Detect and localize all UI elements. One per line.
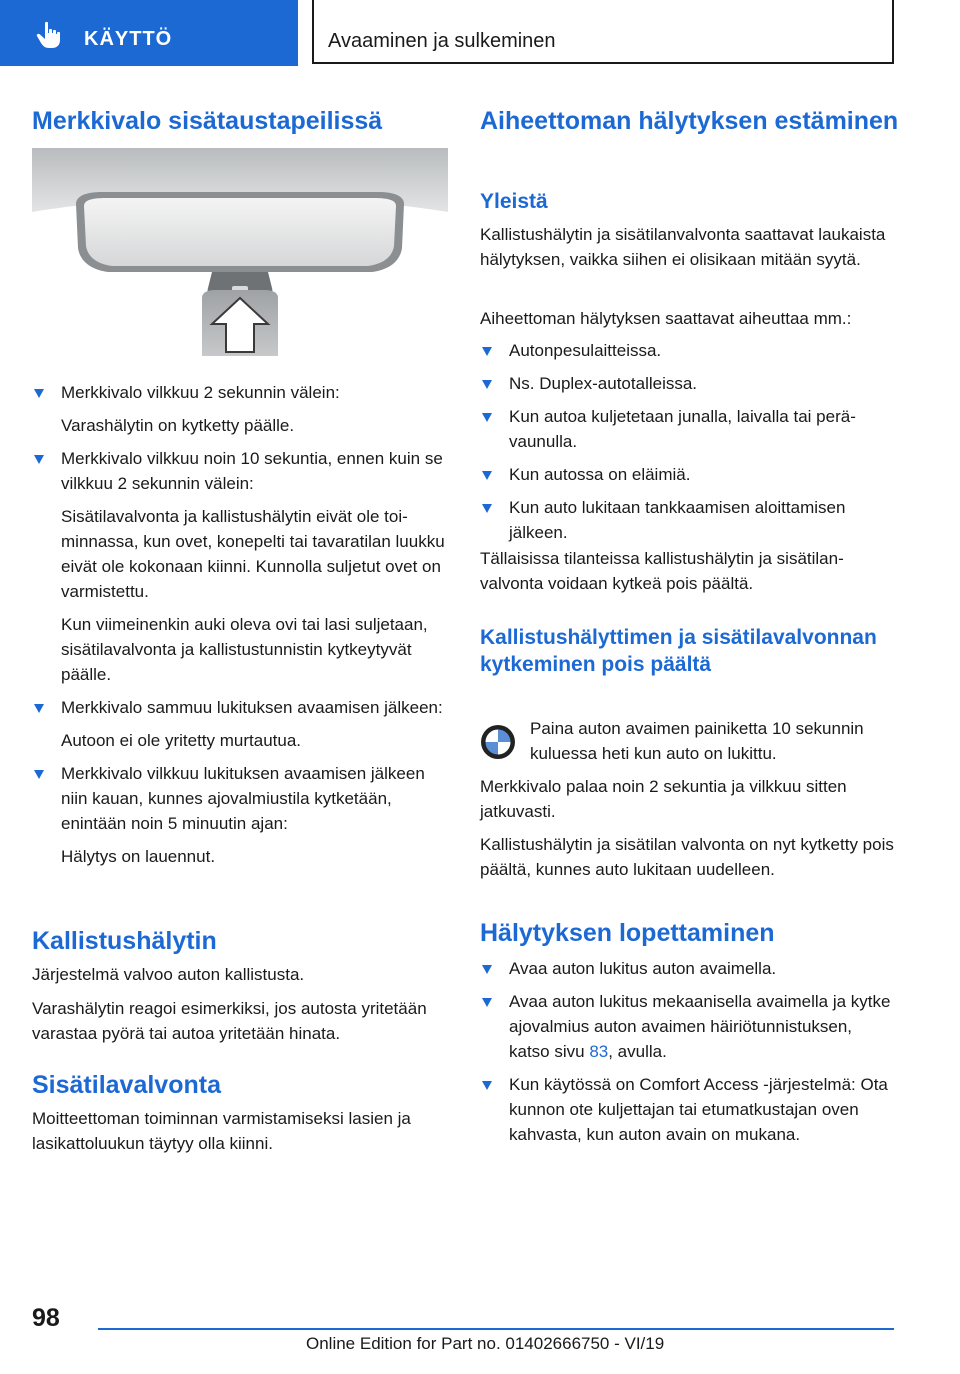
list-item-text: Kun autossa on eläimiä. [509,465,691,484]
heading-mirror-indicator: Merkkivalo sisätaustapeilissä [32,107,383,135]
bullet-triangle-icon [482,413,492,422]
list-item-text: Merkkivalo vilkkuu noin 10 sekuntia, ennen kuin se vilkkuu 2 sekunnin välein: [61,449,443,493]
subheading-disable-alarms: Kallistushälyttimen ja sisätilavalvonnan kytkeminen pois päältä [480,626,877,676]
bullet-triangle-icon [482,380,492,389]
list-item [480,956,894,981]
mirror-indicator-list [32,380,448,869]
heading-false-alarm: Aiheettoman hälytyksen estäminen [480,107,899,135]
section-title: Avaaminen ja sulkeminen [328,30,556,52]
list-item [480,1072,894,1147]
subheading-general: Yleistä [480,190,548,213]
chapter-tab-label: KÄYTTÖ [84,28,173,50]
list-item-detail: Sisätilavalvonta ja kallistushälytin eivät ole toiminnassa, kun ovet, konepelti tai tavaratilan luukku eivät ole kokonaan kiinni. Kunnolla suljetut ovet on varmistettu. [61,507,445,601]
interior-paragraph-1: Moitteettoman toiminnan varmistamiseksi lasien ja lasikattoluukun täytyy olla kiinni. [32,1109,411,1153]
bullet-triangle-icon [482,998,492,1007]
bullet-triangle-icon [482,504,492,513]
bullet-triangle-icon [482,471,492,480]
list-item-text: Merkkivalo vilkkuu 2 sekunnin välein: [61,383,340,402]
list-item [480,404,894,454]
list-item-detail: Autoon ei ole yritetty murtautua. [61,731,302,750]
heading-stop-alarm: Hälytyksen lopettaminen [480,919,775,947]
list-item-text: Merkkivalo vilkkuu lukituksen avaamisen jälkeen niin kauan, kunnes ajovalmiustila kytketään, enintään noin 5 minuutin ajan: [61,764,425,833]
footer-edition: Online Edition for Part no. 01402666750 - VI/19 [306,1334,665,1353]
section-header [312,0,894,64]
list-item-text: Avaa auton lukitus auton avaimella. [509,959,777,978]
page-number: 98 [32,1304,60,1332]
rearview-mirror-figure [32,148,448,356]
tilt-paragraph-1: Järjestelmä valvoo auton kallistusta. [32,965,305,984]
list-item [480,371,894,396]
bullet-triangle-icon [34,455,44,464]
list-item [32,761,448,869]
stop-alarm-list [480,956,894,1147]
list-item [480,462,894,487]
disable-paragraph-1: Paina auton avaimen painiketta 10 sekunnin kuluessa heti kun auto on lukittu. [530,719,864,763]
list-item-text-end: , avulla. [608,1042,667,1061]
bullet-triangle-icon [482,965,492,974]
list-item-text: Autonpesulaitteissa. [509,341,662,360]
disable-paragraph-3: Kallistushälytin ja sisätilan valvonta on nyt kytketty pois päältä, kunnes auto lukitaan uudelleen. [480,835,894,879]
list-item-text: Merkkivalo sammuu lukituksen avaamisen jälkeen: [61,698,443,717]
tilt-paragraph-2: Varashälytin reagoi esimerkiksi, jos autosta yritetään varastaa pyörä tai autoa yritetään hinata. [32,999,427,1043]
list-item [32,380,448,438]
list-item-text: Ns. Duplex-autotalleissa. [509,374,698,393]
hand-pointer-icon [34,20,64,50]
general-paragraph-2: Aiheettoman hälytyksen saattavat aiheuttaa mm.: [480,309,852,328]
list-item-detail: Hälytys on lauennut. [61,847,216,866]
bmw-key-icon [480,724,516,760]
bullet-triangle-icon [34,770,44,779]
page-reference-link[interactable]: 83 [589,1042,609,1061]
false-alarm-causes-list [480,338,894,545]
footer-divider [98,1328,894,1330]
general-paragraph-3: Tällaisissa tilanteissa kallistushälytin ja sisätilanvalvonta voidaan kytkeä pois päältä. [480,549,844,593]
bullet-triangle-icon [482,1081,492,1090]
list-item [32,695,448,753]
general-paragraph-1: Kallistushälytin ja sisätilanvalvonta saattavat laukaista hälytyksen, vaikka siihen ei olisikaan mitään syytä. [480,225,886,269]
list-item-text: Kun käytössä on Comfort Access -järjestelmä: Ota kunnon ote kuljettajan tai etumatkustajan oven kahvasta, kun auton avain on mukana. [509,1075,888,1144]
list-item-text: Kun auto lukitaan tankkaamisen aloittamisen jälkeen. [509,498,846,542]
key-button-note [480,720,900,780]
bullet-triangle-icon [34,389,44,398]
list-item [480,338,894,363]
heading-tilt-alarm: Kallistushälytin [32,927,217,955]
list-item [480,495,894,545]
list-item-text: Avaa auton lukitus mekaanisella avaimella ja kytke ajovalmius auton avaimen häiriötunnistuksen, katso sivu [509,992,891,1061]
chapter-tab[interactable] [0,0,298,66]
disable-paragraph-2: Merkkivalo palaa noin 2 sekuntia ja vilkkuu sitten jatkuvasti. [480,777,847,821]
header-bar [0,0,960,66]
list-item [32,446,448,687]
list-item [480,989,894,1064]
heading-interior-monitoring: Sisätilavalvonta [32,1071,221,1099]
bullet-triangle-icon [34,704,44,713]
list-item-detail: Kun viimeinenkin auki oleva ovi tai lasi suljetaan, sisätilavalvonta ja kallistustunnistin kytkeytyvät päälle. [61,615,428,684]
list-item-detail: Varashälytin on kytketty päälle. [61,416,295,435]
list-item-text: Kun autoa kuljetetaan junalla, laivalla tai perävaunulla. [509,407,856,451]
bullet-triangle-icon [482,347,492,356]
